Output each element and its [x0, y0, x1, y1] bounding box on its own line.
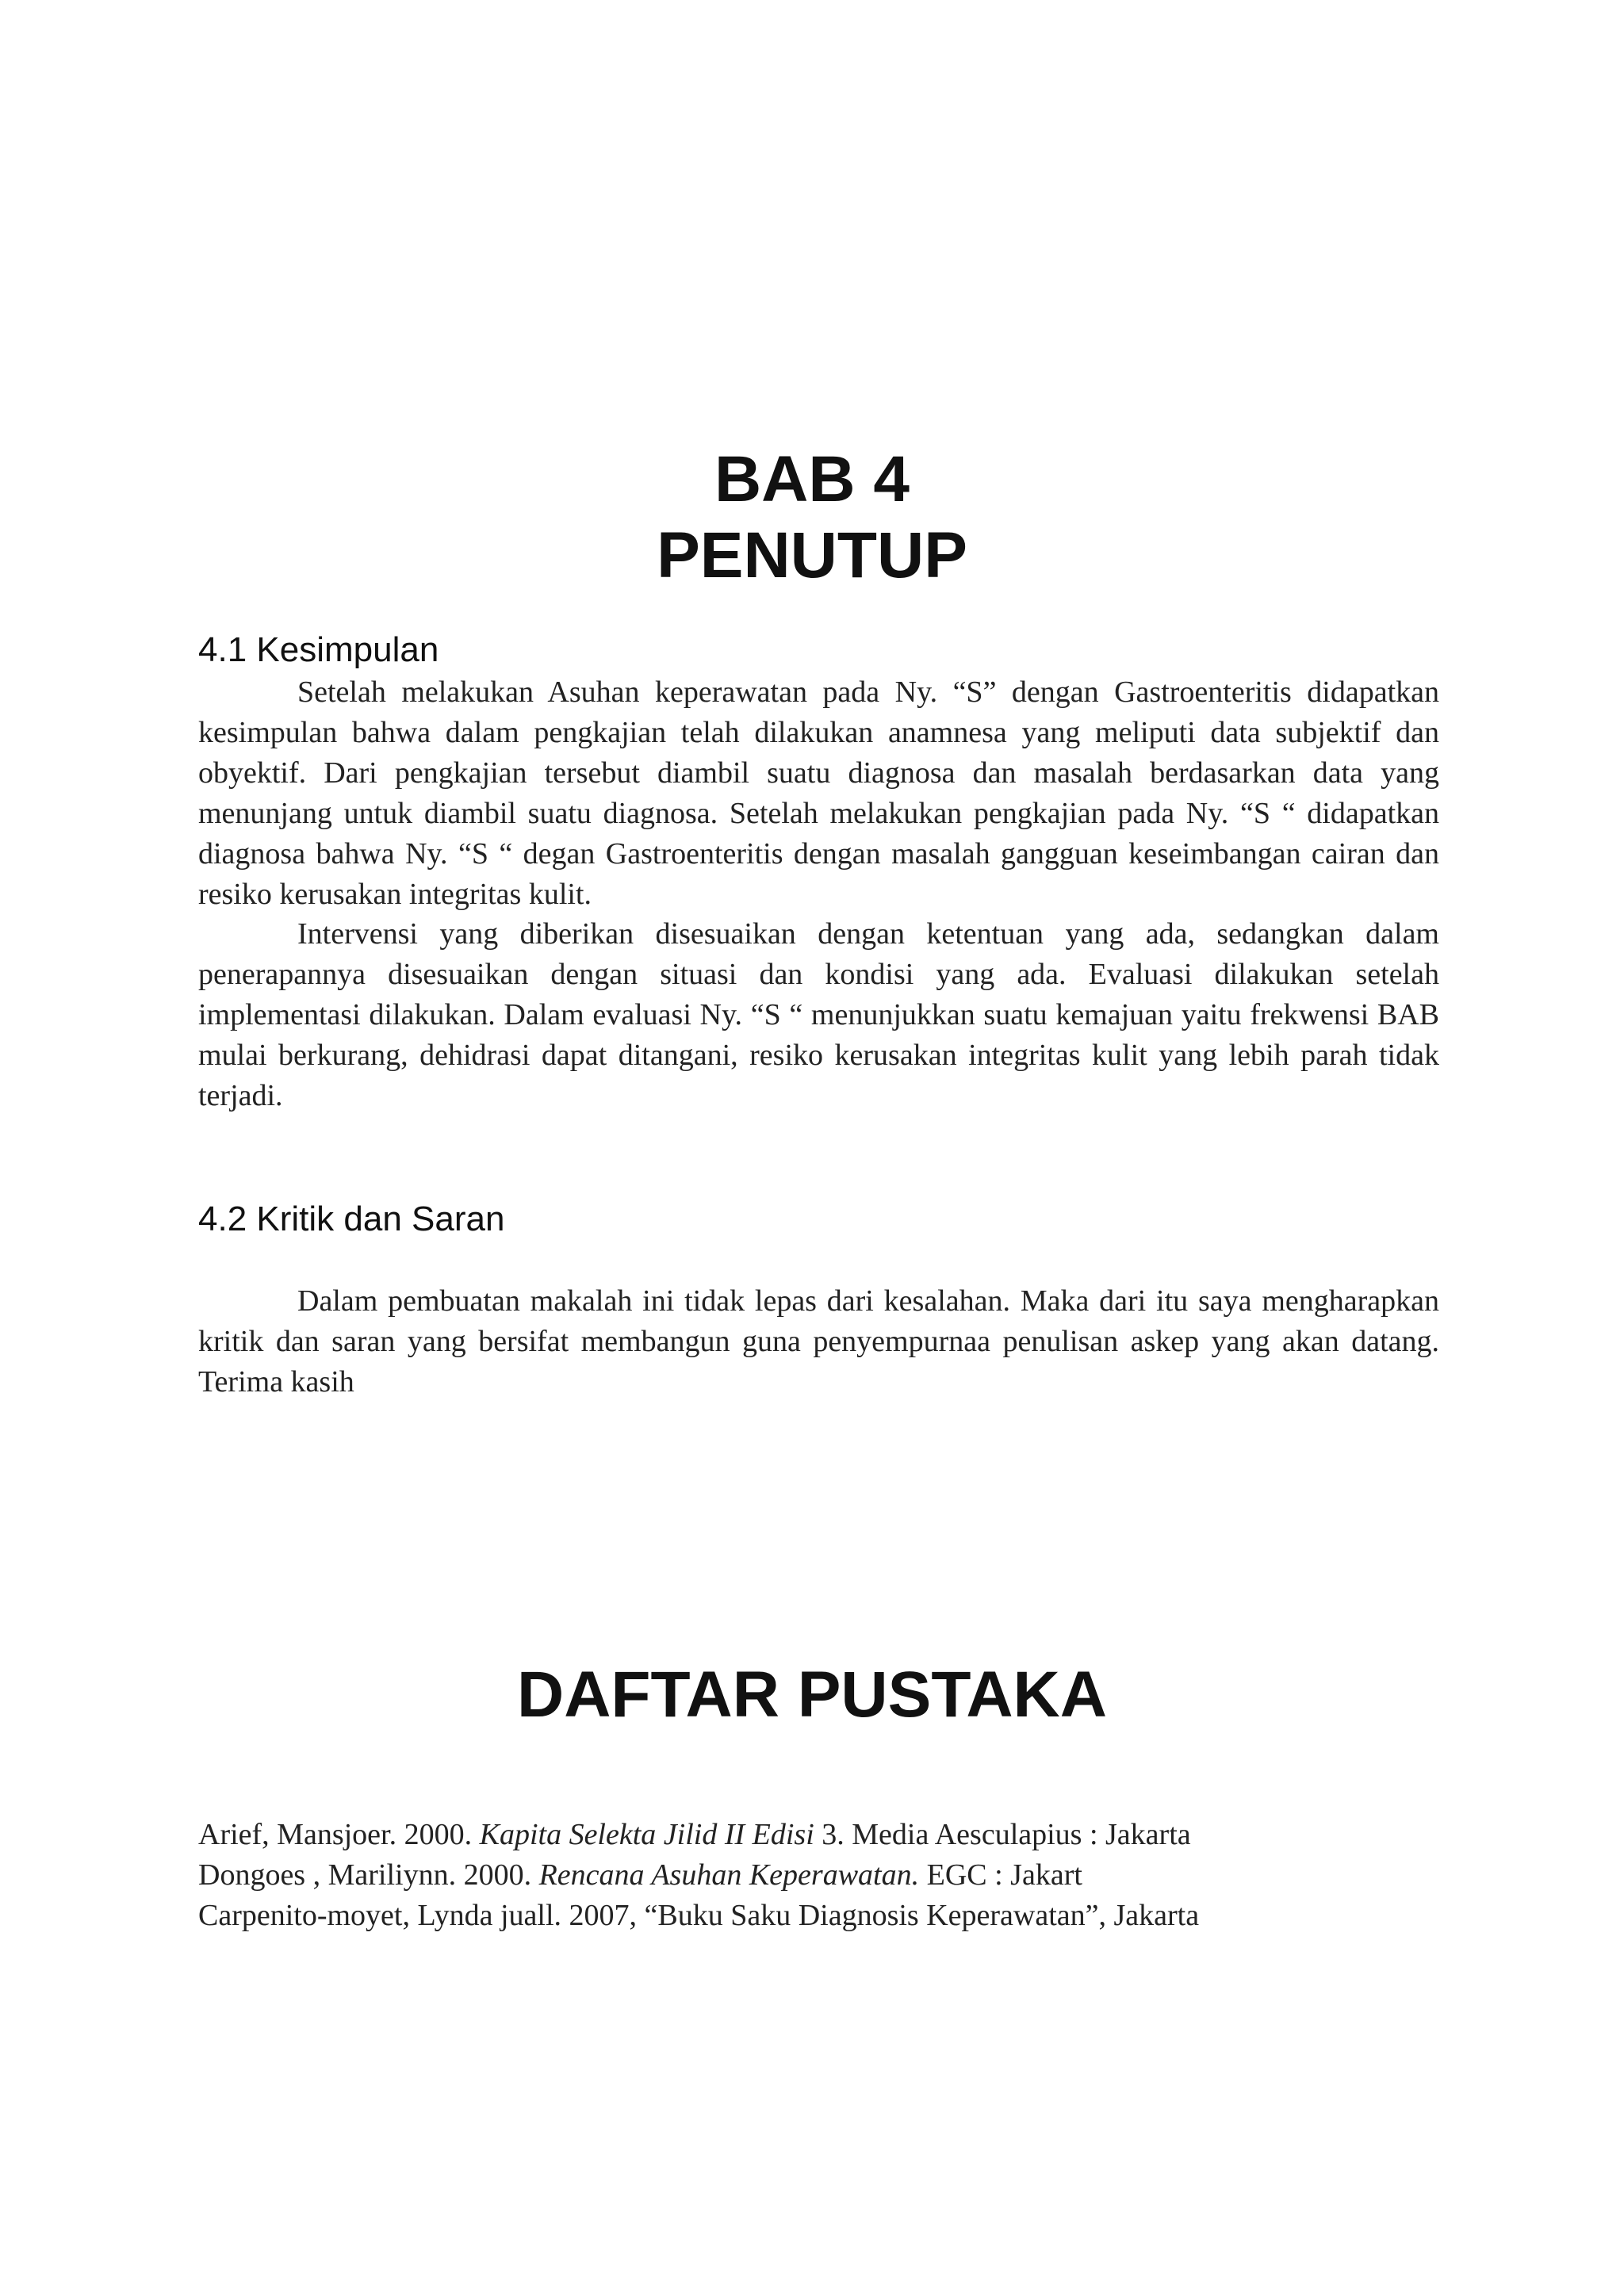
paragraph-kritik-saran: Dalam pembuatan makalah ini tidak lepas dari kesalahan. Maka dari itu saya mengharapkan kritik dan saran yang bersifat membangun guna penyempurnaa penulisan askep yang akan datang. Terima kasih: [198, 1284, 1439, 1399]
chapter-number: BAB 4: [714, 443, 910, 515]
reference-item: [198, 1855, 1082, 1896]
reference-suffix: EGC : Jakart: [919, 1858, 1082, 1892]
reference-prefix: Carpenito-moyet, Lynda juall. 2007, “Buku Saku Diagnosis Keperawatan”, Jakarta: [198, 1899, 1200, 1932]
reference-prefix: Arief, Mansjoer. 2000.: [198, 1818, 480, 1851]
paragraph-kesimpulan-1: Setelah melakukan Asuhan keperawatan pada Ny. “S” dengan Gastroenteritis didapatkan kesimpulan bahwa dalam pengkajian telah dilakukan anamnesa yang meliputi data subjektif dan obyektif. Dari pengkajian tersebut diambil suatu diagnosa dan masalah berdasarkan data yang menunjang untuk diambil suatu diagnosa. Setelah melakukan pengkajian pada Ny. “S “ didapatkan diagnosa bahwa Ny. “S “ degan Gastroenteritis dengan masalah gangguan keseimbangan cairan dan resiko kerusakan integritas kulit.: [198, 675, 1439, 911]
paragraph-kesimpulan-2: Intervensi yang diberikan disesuaikan dengan ketentuan yang ada, sedangkan dalam penerapannya disesuaikan dengan situasi dan kondisi yang ada. Evaluasi dilakukan setelah implementasi dilakukan. Dalam evaluasi Ny. “S “ menunjukkan suatu kemajuan yaitu frekwensi BAB mulai berkurang, dehidrasi dapat ditangani, resiko kerusakan integritas kulit yang lebih parah tidak terjadi.: [198, 917, 1439, 1112]
bibliography-title: DAFTAR PUSTAKA: [516, 1659, 1107, 1731]
reference-suffix: 3. Media Aesculapius : Jakarta: [814, 1818, 1191, 1851]
chapter-title: PENUTUP: [657, 519, 967, 591]
reference-title: Kapita Selekta Jilid II Edisi: [479, 1818, 814, 1851]
reference-prefix: Dongoes , Mariliynn. 2000.: [198, 1858, 539, 1892]
reference-title: Rencana Asuhan Keperawatan.: [538, 1858, 920, 1892]
reference-item: [198, 1896, 1199, 1936]
reference-item: [198, 1815, 1191, 1855]
section-heading-kritik-saran: 4.2 Kritik dan Saran: [198, 1200, 505, 1238]
section-heading-kesimpulan: 4.1 Kesimpulan: [198, 630, 439, 669]
